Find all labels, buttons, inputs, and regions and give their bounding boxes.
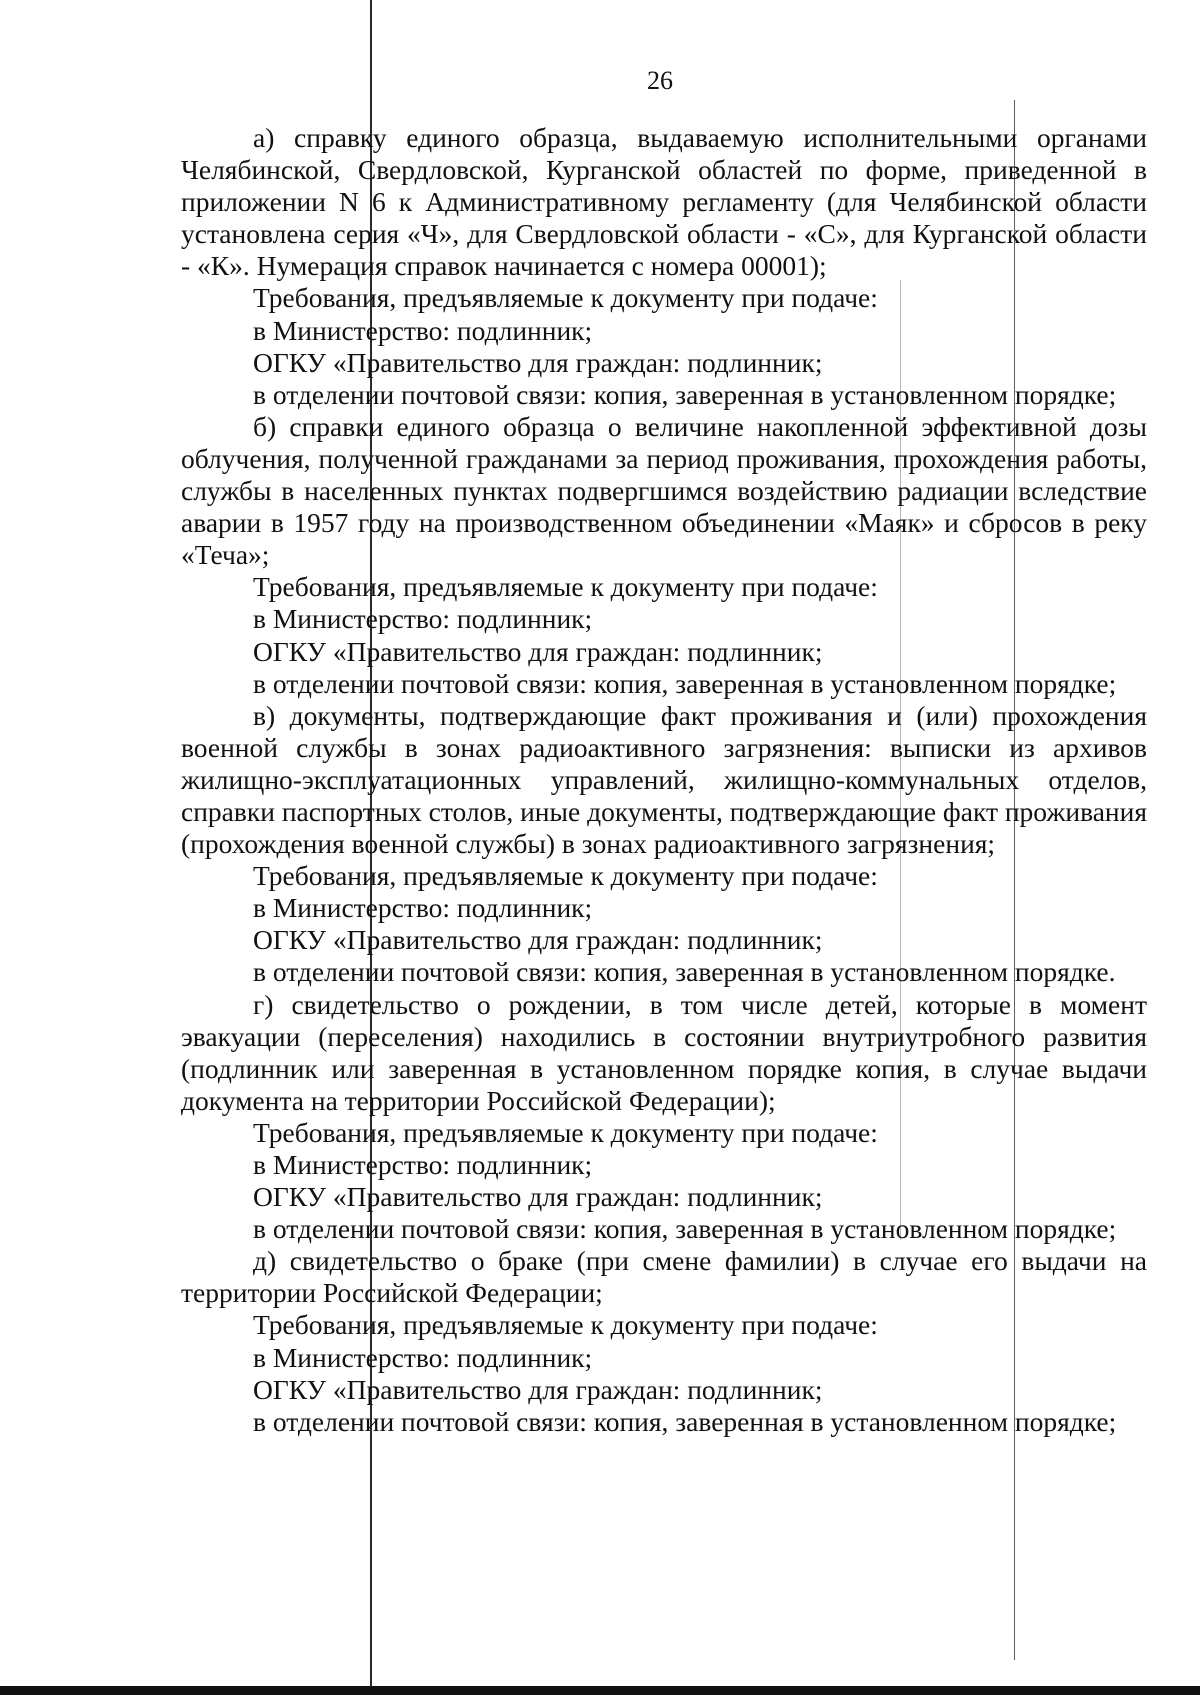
requirement-ministry: в Министерство: подлинник; xyxy=(253,603,593,635)
requirement-ogku: ОГКУ «Правительство для граждан: подлинник; xyxy=(253,635,823,667)
requirement-post-office: в отделении почтовой связи: копия, заверенная в установленном порядке; xyxy=(253,667,1117,699)
requirements-heading: Требования, предъявляемые к документу при подаче: xyxy=(253,860,878,892)
requirements-heading: Требования, предъявляемые к документу при подаче: xyxy=(253,282,878,314)
paragraph-item-b: б) справки единого образца о величине накопленной эффективной дозы облучения, полученной гражданами за период проживания, прохождения работы, службы в населенных пунктах подвергшимся воздействию радиации вследствие аварии в 1957 году на производственном объединении «Маяк» и сбросов в реку «Теча»; xyxy=(181,410,1147,571)
requirement-ogku: ОГКУ «Правительство для граждан: подлинник; xyxy=(253,1373,823,1405)
requirement-ogku: ОГКУ «Правительство для граждан: подлинник; xyxy=(253,1181,823,1213)
page-number: 26 xyxy=(647,66,673,95)
requirement-ogku: ОГКУ «Правительство для граждан: подлинник; xyxy=(253,346,823,378)
requirements-heading: Требования, предъявляемые к документу при подаче: xyxy=(253,1116,878,1148)
requirement-ministry: в Министерство: подлинник; xyxy=(253,314,593,346)
requirement-ministry: в Министерство: подлинник; xyxy=(253,1341,593,1373)
requirement-ministry: в Министерство: подлинник; xyxy=(253,1149,593,1180)
document-body xyxy=(181,122,1147,1438)
paragraph-item-g: г) свидетельство о рождении, в том числе детей, которые в момент эвакуации (переселения) находились в состоянии внутриутробного развития (подлинник или заверенная в установленном порядке копия, в случае выдачи документа на территории Российской Федерации); xyxy=(181,988,1147,1116)
scan-bottom-border xyxy=(0,1686,1200,1695)
requirements-heading: Требования, предъявляемые к документу при подаче: xyxy=(253,1309,878,1341)
paragraph-item-a: а) справку единого образца, выдаваемую исполнительными органами Челябинской, Свердловской, Курганской областей по форме, приведенной в приложении N 6 к Административному регламенту (для Челябинской области установлена серия «Ч», для Свердловской области - «С», для Курганской области - «К». Нумерация справок начинается с номера 00001); xyxy=(181,122,1147,282)
requirement-post-office: в отделении почтовой связи: копия, заверенная в установленном порядке; xyxy=(253,1213,1117,1245)
requirements-heading: Требования, предъявляемые к документу при подаче: xyxy=(253,571,878,603)
paragraph-item-v: в) документы, подтверждающие факт проживания и (или) прохождения военной службы в зонах радиоактивного загрязнения: выписки из архивов жилищно-эксплуатационных управлений, жилищно-коммунальных отделов, справки паспортных столов, иные документы, подтверждающие факт проживания (прохождения военной службы) в зонах радиоактивного загрязнения; xyxy=(181,699,1148,860)
requirement-ogku: ОГКУ «Правительство для граждан: подлинник; xyxy=(253,924,823,956)
requirement-ministry: в Министерство: подлинник; xyxy=(253,892,593,924)
requirement-post-office: в отделении почтовой связи: копия, заверенная в установленном порядке. xyxy=(253,956,1116,988)
paragraph-item-d: д) свидетельство о браке (при смене фамилии) в случае его выдачи на территории Российской Федерации; xyxy=(181,1245,1147,1309)
requirement-post-office: в отделении почтовой связи: копия, заверенная в установленном порядке; xyxy=(253,378,1117,410)
requirement-post-office: в отделении почтовой связи: копия, заверенная в установленном порядке; xyxy=(253,1405,1117,1437)
